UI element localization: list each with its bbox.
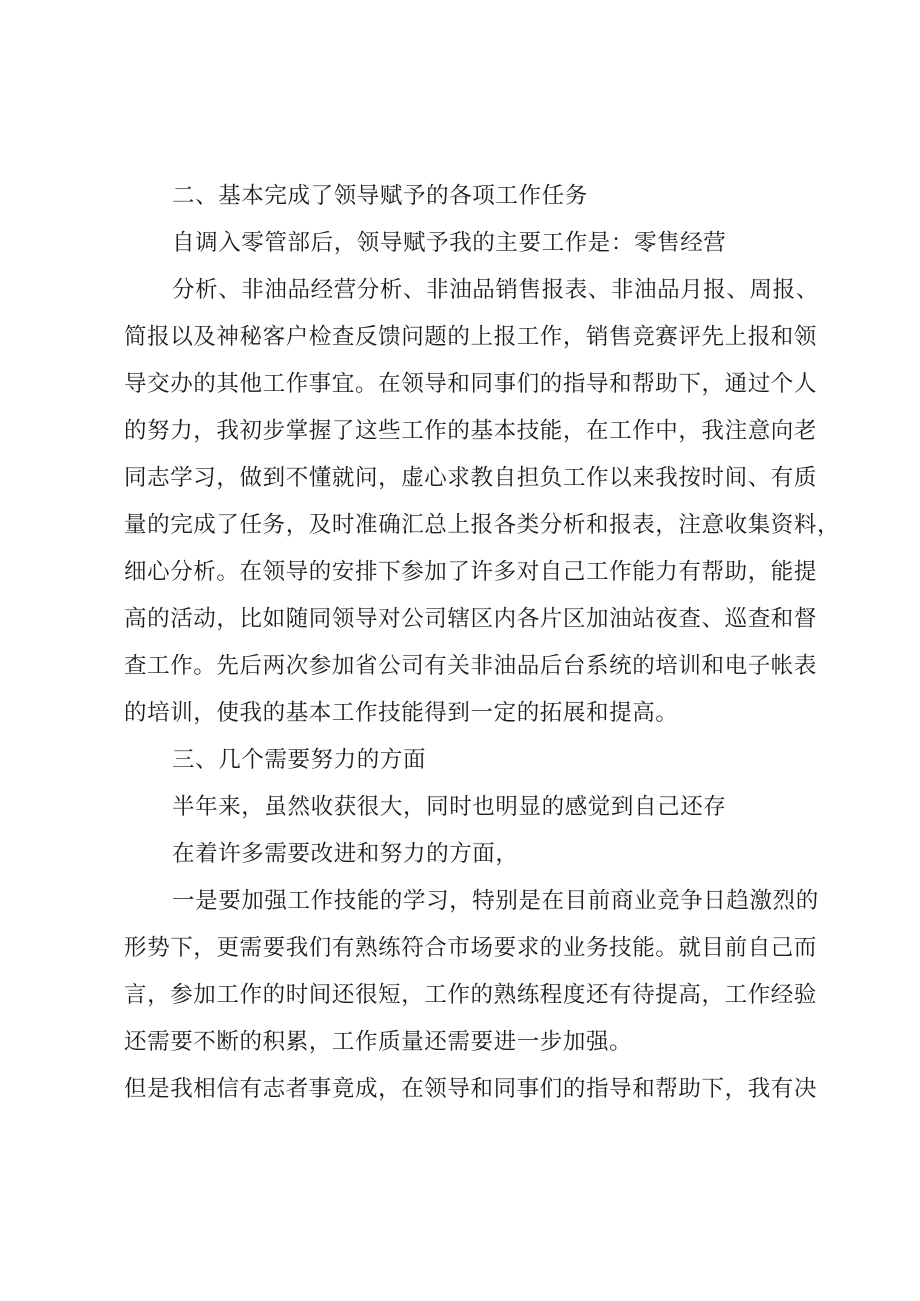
- paragraph-line: 分析、非油品经营分析、非油品销售报表、非油品月报、周报、: [172, 277, 819, 303]
- paragraph-line: 简报以及神秘客户检查反馈问题的上报工作，销售竞赛评先上报和领: [124, 324, 818, 350]
- section-heading-3: 三、几个需要努力的方面: [172, 747, 427, 773]
- paragraph-line: 自调入零管部后，领导赋予我的主要工作是：零售经营: [172, 230, 727, 256]
- paragraph-line: 细心分析。在领导的安排下参加了许多对自己工作能力有帮助，能提: [124, 559, 818, 585]
- paragraph-line: 半年来，虽然收获很大，同时也明显的感觉到自己还存: [172, 794, 727, 820]
- paragraph-line: 的努力，我初步掌握了这些工作的基本技能，在工作中，我注意向老: [124, 418, 818, 444]
- paragraph-line: 查工作。先后两次参加省公司有关非油品后台系统的培训和电子帐表: [124, 653, 818, 679]
- paragraph-line: 同志学习，做到不懂就问，虚心求教自担负工作以来我按时间、有质: [124, 465, 818, 491]
- paragraph-line: 高的活动，比如随同领导对公司辖区内各片区加油站夜查、巡查和督: [124, 606, 818, 632]
- paragraph-line: 还需要不断的积累，工作质量还需要进一步加强。: [124, 1029, 633, 1055]
- paragraph-line: 的培训，使我的基本工作技能得到一定的拓展和提高。: [124, 700, 679, 726]
- paragraph-line: 言，参加工作的时间还很短，工作的熟练程度还有待提高，工作经验: [124, 982, 818, 1008]
- paragraph-line: 形势下，更需要我们有熟练符合市场要求的业务技能。就目前自己而: [124, 935, 818, 961]
- paragraph-line: 在着许多需要改进和努力的方面，: [172, 841, 519, 867]
- paragraph-line: 但是我相信有志者事竟成，在领导和同事们的指导和帮助下，我有决: [124, 1076, 818, 1102]
- paragraph-line: 量的完成了任务，及时准确汇总上报各类分析和报表，注意收集资料，: [124, 512, 841, 538]
- paragraph-line: 导交办的其他工作事宜。在领导和同事们的指导和帮助下，通过个人: [124, 371, 818, 397]
- paragraph-line: 一是要加强工作技能的学习，特别是在目前商业竞争日趋激烈的: [172, 888, 819, 914]
- section-heading-2: 二、基本完成了领导赋予的各项工作任务: [172, 183, 588, 209]
